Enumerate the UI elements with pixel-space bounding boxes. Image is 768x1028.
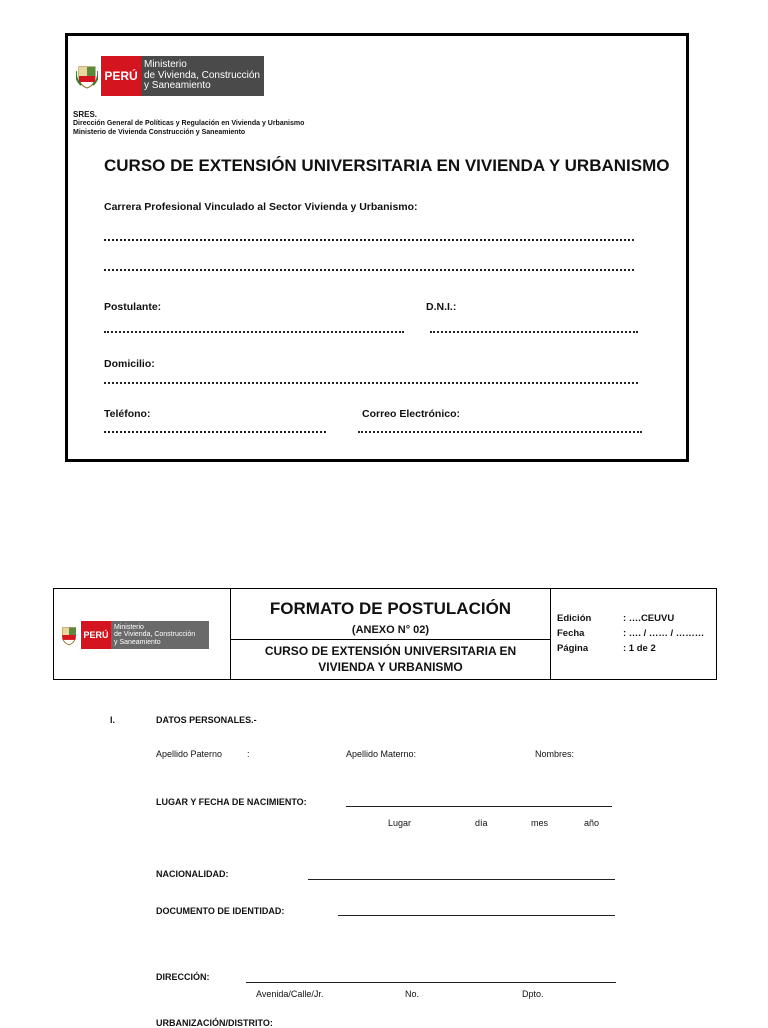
course-name-line: CURSO DE EXTENSIÓN UNIVERSITARIA EN: [264, 644, 517, 658]
ministry-line: y Saneamiento: [114, 638, 161, 646]
carrera-label: Carrera Profesional Vinculado al Sector Vivienda y Urbanismo:: [104, 201, 418, 213]
sub-dpto: Dpto.: [522, 989, 544, 999]
ministry-line: y Saneamiento: [144, 80, 211, 92]
fecha-value: : …. / …… / ………: [623, 628, 705, 639]
addressee-sres: SRES.: [73, 110, 98, 119]
apellido-paterno-label: Apellido Paterno: [156, 749, 223, 759]
domicilio-label: Domicilio:: [104, 358, 155, 370]
ministry-line: Ministerio: [114, 623, 144, 631]
sub-dia: día: [475, 818, 488, 828]
edicion-value: : ….CEUVU: [623, 613, 675, 624]
fecha-label: Fecha: [557, 628, 585, 639]
sub-anio: año: [584, 818, 600, 828]
edicion-row: [557, 613, 674, 624]
direccion-field[interactable]: [246, 982, 616, 983]
lugar-fecha-field[interactable]: [346, 806, 612, 807]
anexo-label: (ANEXO N° 02): [351, 624, 430, 636]
sub-mes: mes: [531, 818, 549, 828]
header-title-cell: [231, 589, 551, 679]
edicion-label: Edición: [557, 613, 592, 624]
section-number: I.: [110, 715, 116, 725]
header-logo-cell: [54, 589, 231, 679]
fecha-row: [557, 628, 704, 639]
nacionalidad-field[interactable]: [308, 879, 615, 880]
header-meta-cell: [551, 589, 716, 679]
telefono-label: Teléfono:: [104, 408, 151, 420]
ministry-line: de Vivienda, Construcción: [144, 69, 260, 81]
lugar-fecha-label: LUGAR Y FECHA DE NACIMIENTO:: [156, 797, 307, 807]
ministry-logo: [76, 56, 264, 96]
documento-field[interactable]: [338, 915, 615, 916]
postulante-label: Postulante:: [104, 301, 162, 313]
ministry-name: [141, 56, 264, 96]
addressee-line: Ministerio de Vivienda Construcción y Saneamiento: [73, 128, 246, 136]
documento-label: DOCUMENTO DE IDENTIDAD:: [156, 906, 285, 916]
telefono-field[interactable]: [104, 431, 326, 433]
correo-field[interactable]: [358, 431, 642, 433]
ministry-line: de Vivienda, Construcción: [114, 631, 196, 639]
divider: [231, 639, 550, 640]
peru-label: PERÚ: [101, 56, 141, 96]
sub-no: No.: [405, 989, 420, 999]
direccion-label: DIRECCIÓN:: [156, 972, 210, 982]
postulante-field[interactable]: [104, 331, 404, 333]
coat-of-arms-icon: [76, 63, 98, 89]
nacionalidad-label: NACIONALIDAD:: [156, 869, 229, 879]
carrera-field-line-2[interactable]: [104, 269, 634, 271]
sub-avenida: Avenida/Calle/Jr.: [256, 989, 324, 999]
card-title: CURSO DE EXTENSIÓN UNIVERSITARIA EN VIVIENDA Y URBANISMO: [104, 156, 670, 175]
correo-label: Correo Electrónico:: [362, 408, 461, 420]
apellido-materno-label: Apellido Materno:: [346, 749, 417, 759]
addressee-block: [73, 110, 304, 138]
course-name-line: VIVIENDA Y URBANISMO: [318, 660, 463, 675]
pagina-row: [557, 643, 656, 654]
dni-label: D.N.I.:: [426, 301, 457, 313]
domicilio-field[interactable]: [104, 382, 638, 384]
form-title: FORMATO DE POSTULACIÓN: [269, 599, 512, 618]
coat-of-arms-icon: [60, 624, 78, 646]
dni-field[interactable]: [430, 331, 638, 333]
application-card: [65, 33, 689, 462]
addressee-line: Dirección General de Políticas y Regulación en Vivienda y Urbanismo: [73, 120, 305, 127]
ministry-logo: [60, 621, 209, 649]
section-title: DATOS PERSONALES.-: [156, 715, 257, 725]
peru-label: PERÚ: [81, 621, 111, 649]
form-header-table: [53, 588, 717, 680]
nombres-label: Nombres:: [535, 749, 575, 759]
ministry-line: Ministerio: [144, 59, 187, 71]
course-name: [241, 643, 540, 675]
sub-lugar: Lugar: [388, 818, 412, 828]
ministry-name: [111, 621, 209, 649]
carrera-field-line-1[interactable]: [104, 239, 634, 241]
urbanizacion-label: URBANIZACIÓN/DISTRITO:: [156, 1018, 273, 1028]
pagina-value: : 1 de 2: [623, 643, 656, 654]
apellido-paterno-colon: :: [247, 749, 250, 759]
pagina-label: Página: [557, 643, 589, 654]
